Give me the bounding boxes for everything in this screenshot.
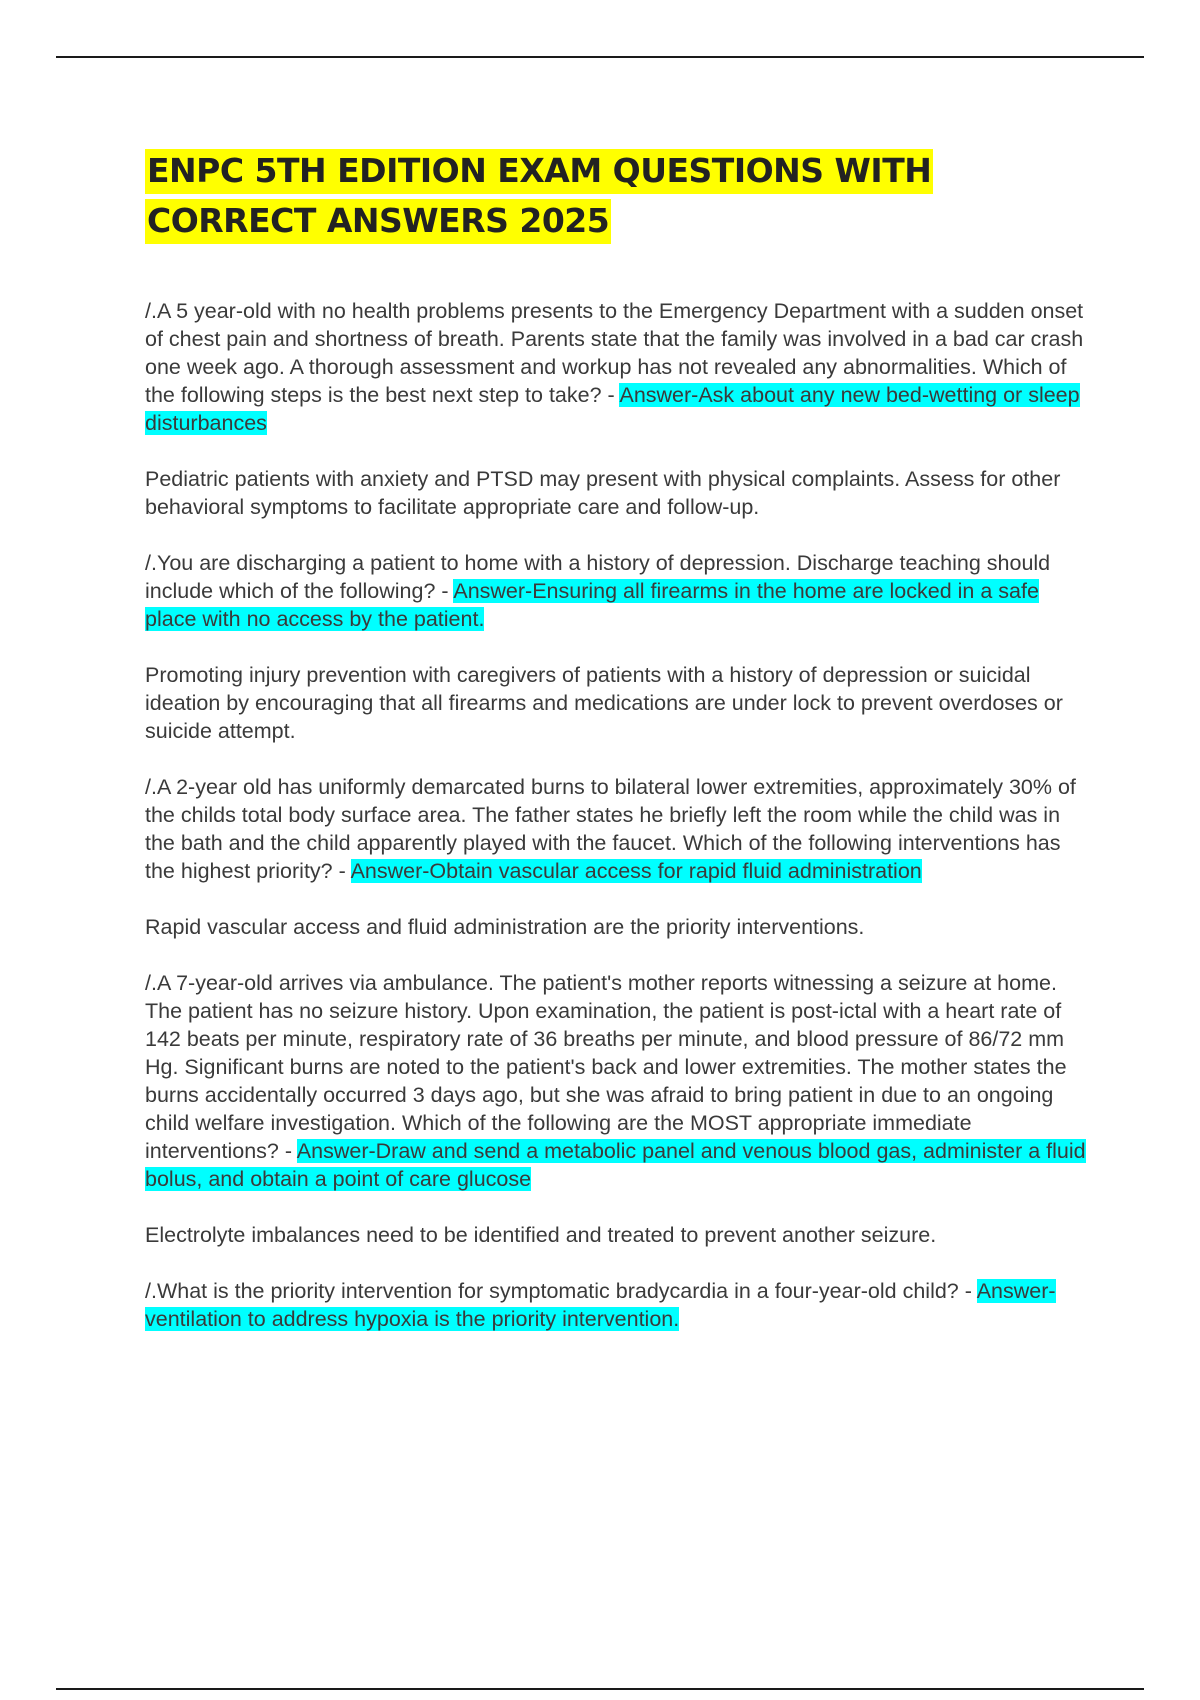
answer-highlight: Answer-Obtain vascular access for rapid fluid administration: [350, 859, 922, 883]
question-text: /.What is the priority intervention for symptomatic bradycardia in a four-year-old child? -: [145, 1279, 977, 1303]
question-5: [145, 1277, 1090, 1333]
question-4: [145, 969, 1090, 1193]
answer-highlight: Answer-Ensuring all firearms in the home are locked in a safe place with no access by the patient.: [145, 579, 1039, 631]
question-text: /.A 2-year old has uniformly demarcated burns to bilateral lower extremities, approximately 30% of the childs total body surface area. The father states he briefly left the room while the child was in the bath and the child apparently played with the faucet. Which of the following interventions has the highest priority? -: [145, 775, 1076, 883]
explanation-2: Promoting injury prevention with caregivers of patients with a history of depression or suicidal ideation by encouraging that all firearms and medications are under lock to prevent overdoses or suicide attempt.: [145, 663, 1063, 743]
answer-highlight: Answer-Ask about any new bed-wetting or sleep disturbances: [145, 383, 1080, 435]
question-text: /.You are discharging a patient to home with a history of depression. Discharge teaching should include which of the following? -: [145, 551, 1051, 603]
question-3: [145, 773, 1090, 885]
question-1: [145, 297, 1090, 437]
qa-content: [145, 297, 1090, 1361]
footer-rule: [56, 1688, 1144, 1690]
answer-highlight: Answer-Draw and send a metabolic panel and venous blood gas, administer a fluid bolus, and obtain a point of care glucose: [145, 1139, 1086, 1191]
question-text: /.A 5 year-old with no health problems presents to the Emergency Department with a sudden onset of chest pain and shortness of breath. Parents state that the family was involved in a bad car crash one week ago. A thorough assessment and workup has not revealed any abnormalities. Which of the following steps is the best next step to take? -: [145, 299, 1084, 407]
header-rule: [56, 56, 1144, 58]
explanation-4: Electrolyte imbalances need to be identified and treated to prevent another seizure.: [145, 1223, 937, 1247]
explanation-1: Pediatric patients with anxiety and PTSD may present with physical complaints. Assess for other behavioral symptoms to facilitate appropriate care and follow-up.: [145, 467, 1061, 519]
question-text: /.A 7-year-old arrives via ambulance. The patient's mother reports witnessing a seizure at home. The patient has no seizure history. Upon examination, the patient is post-ictal with a heart rate of 142 beats per minute, respiratory rate of 36 breaths per minute, and blood pressure of 86/72 mm Hg. Significant burns are noted to the patient's back and lower extremities. The mother states the burns accidentally occurred 3 days ago, but she was afraid to bring patient in due to an ongoing child welfare investigation. Which of the following are the MOST appropriate immediate interventions? -: [145, 971, 1067, 1163]
answer-highlight: Answer-ventilation to address hypoxia is the priority intervention.: [145, 1279, 1056, 1331]
document-title: [145, 146, 1045, 246]
question-2: [145, 549, 1090, 633]
title-highlight: ENPC 5TH EDITION EXAM QUESTIONS WITH CORRECT ANSWERS 2025: [145, 149, 933, 244]
explanation-3: Rapid vascular access and fluid administration are the priority interventions.: [145, 915, 865, 939]
